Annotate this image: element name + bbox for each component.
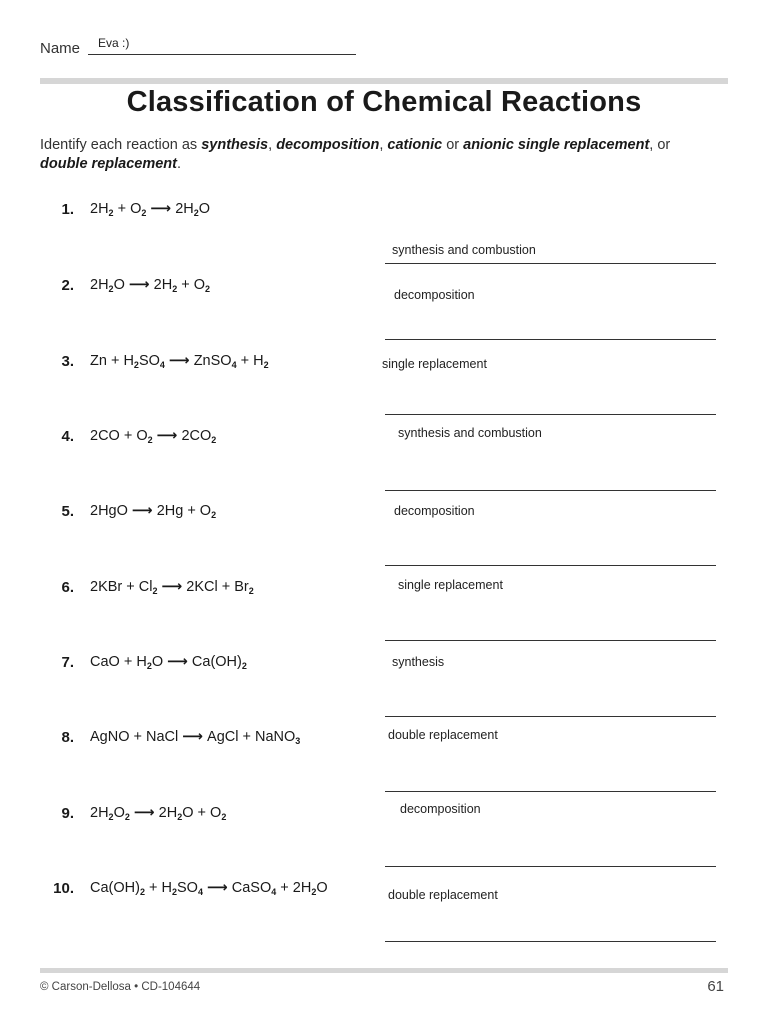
formula-text: + O — [177, 277, 206, 293]
reaction-equation — [90, 805, 226, 821]
answer-field[interactable]: decomposition — [400, 802, 481, 816]
answer-field[interactable]: synthesis and combustion — [398, 426, 542, 440]
formula-text: ZnSO — [193, 353, 232, 369]
formula-text: AgNO + NaCl — [90, 729, 179, 745]
term-anionic-single-replacement: anionic single replacement — [463, 137, 650, 153]
answer-line — [385, 565, 716, 566]
formula-text: O — [151, 654, 164, 670]
question-number: 3. — [61, 353, 74, 370]
formula-subscript: 2 — [263, 360, 269, 370]
formula-text: CaSO — [231, 880, 272, 896]
question-number: 8. — [61, 729, 74, 746]
reaction-equation — [90, 579, 254, 595]
reaction-equation — [90, 503, 216, 519]
answer-field[interactable]: synthesis and combustion — [392, 243, 536, 257]
answer-field[interactable]: single replacement — [398, 578, 503, 592]
reaction-equation — [90, 353, 269, 369]
formula-text: AgCl + NaNO — [207, 729, 296, 745]
name-value: Eva :) — [98, 36, 130, 50]
formula-subscript: 2 — [133, 360, 139, 370]
formula-subscript: 2 — [193, 208, 199, 218]
formula-text: 2HgO — [90, 503, 128, 519]
answer-field[interactable]: decomposition — [394, 504, 475, 518]
instructions-sep: , — [379, 137, 388, 153]
formula-text: 2KBr + Cl — [90, 579, 153, 595]
formula-text: 2H — [90, 277, 109, 293]
answer-line — [385, 339, 716, 340]
formula-subscript: 2 — [139, 887, 145, 897]
answer-line — [385, 791, 716, 792]
formula-subscript: 2 — [172, 284, 178, 294]
bottom-divider — [40, 968, 728, 973]
formula-text: 2H — [175, 201, 194, 217]
formula-subscript: 3 — [295, 736, 301, 746]
formula-subscript: 2 — [108, 812, 114, 822]
formula-text: Ca(OH) — [191, 654, 242, 670]
reaction-arrow-icon: ⟶ — [150, 201, 172, 217]
reaction-equation — [90, 201, 210, 217]
answer-field[interactable]: double replacement — [388, 888, 498, 902]
answer-field[interactable]: decomposition — [394, 288, 475, 302]
formula-text: CaO + H — [90, 654, 147, 670]
reaction-equation — [90, 880, 328, 896]
instructions-end: . — [176, 156, 182, 172]
formula-text: 2H — [153, 277, 173, 293]
name-underline — [88, 54, 356, 55]
formula-subscript: 2 — [108, 208, 114, 218]
formula-subscript: 2 — [108, 284, 114, 294]
reaction-arrow-icon: ⟶ — [168, 353, 190, 369]
reaction-equation — [90, 729, 300, 745]
question-number: 2. — [61, 277, 74, 294]
instructions-sep: or — [442, 137, 464, 153]
answer-field[interactable]: double replacement — [388, 728, 498, 742]
formula-text: + H — [144, 880, 172, 896]
page-title: Classification of Chemical Reactions — [126, 86, 642, 118]
term-decomposition: decomposition — [276, 137, 380, 153]
formula-text: O — [113, 805, 125, 821]
formula-subscript: 2 — [248, 586, 254, 596]
question-number: 1. — [61, 201, 74, 218]
formula-text: O — [198, 201, 211, 217]
formula-text: + H — [236, 353, 264, 369]
formula-text: Ca(OH) — [90, 880, 140, 896]
instructions — [40, 136, 700, 174]
formula-subscript: 2 — [211, 510, 217, 520]
formula-text: 2KCl + Br — [186, 579, 249, 595]
formula-subscript: 2 — [211, 435, 217, 445]
name-row — [40, 36, 360, 60]
formula-text: O — [113, 277, 125, 293]
question-number: 9. — [61, 805, 74, 822]
question-number: 5. — [61, 503, 74, 520]
formula-subscript: 2 — [311, 887, 317, 897]
term-double-replacement: double replacement — [40, 156, 177, 172]
instructions-sep: , — [268, 137, 277, 153]
reaction-arrow-icon: ⟶ — [156, 428, 178, 444]
formula-subscript: 4 — [197, 887, 203, 897]
answer-line — [385, 640, 716, 641]
answer-field[interactable]: single replacement — [382, 357, 487, 371]
formula-subscript: 2 — [124, 812, 130, 822]
formula-text: + O — [113, 201, 142, 217]
answer-line — [385, 716, 716, 717]
question-number: 4. — [61, 428, 74, 445]
formula-text: O + O — [182, 805, 222, 821]
formula-text: 2H — [90, 805, 109, 821]
formula-subscript: 2 — [177, 812, 183, 822]
answer-line — [385, 414, 716, 415]
formula-subscript: 4 — [271, 887, 277, 897]
formula-text: 2H — [90, 201, 109, 217]
formula-text: Zn + H — [90, 353, 134, 369]
reaction-arrow-icon: ⟶ — [131, 503, 153, 519]
answer-field[interactable]: synthesis — [392, 655, 445, 669]
page-number: 61 — [707, 978, 724, 995]
reaction-arrow-icon: ⟶ — [167, 654, 188, 670]
formula-subscript: 4 — [231, 360, 237, 370]
reaction-arrow-icon: ⟶ — [182, 729, 204, 745]
answer-line — [385, 490, 716, 491]
top-divider — [40, 78, 728, 84]
name-label: Name — [40, 40, 81, 57]
formula-subscript: 2 — [171, 887, 177, 897]
question-number: 7. — [61, 654, 74, 671]
reaction-equation — [90, 277, 210, 293]
formula-text: SO — [176, 880, 198, 896]
reaction-equation — [90, 428, 216, 444]
formula-subscript: 2 — [152, 586, 158, 596]
formula-subscript: 2 — [146, 661, 152, 671]
formula-text: 2CO + O — [90, 428, 148, 444]
formula-subscript: 2 — [241, 661, 247, 671]
formula-text: + 2H — [276, 880, 312, 896]
formula-text: O — [316, 880, 328, 896]
question-number: 10. — [53, 880, 74, 897]
formula-subscript: 2 — [205, 284, 211, 294]
reaction-arrow-icon: ⟶ — [161, 579, 183, 595]
formula-text: 2CO — [181, 428, 212, 444]
formula-text: 2H — [158, 805, 178, 821]
reaction-arrow-icon: ⟶ — [128, 277, 150, 293]
term-synthesis: synthesis — [201, 137, 269, 153]
copyright: © Carson-Dellosa • CD-104644 — [40, 981, 201, 993]
reaction-arrow-icon: ⟶ — [133, 805, 155, 821]
formula-text: SO — [138, 353, 160, 369]
answer-line — [385, 866, 716, 867]
formula-subscript: 4 — [159, 360, 165, 370]
term-cationic: cationic — [387, 137, 443, 153]
instructions-sep: , or — [649, 137, 671, 153]
answer-line — [385, 941, 716, 942]
formula-subscript: 2 — [141, 208, 147, 218]
reaction-arrow-icon: ⟶ — [206, 880, 228, 896]
instructions-text: Identify each reaction as — [40, 137, 202, 153]
formula-subscript: 2 — [147, 435, 153, 445]
question-number: 6. — [61, 579, 74, 596]
formula-text: 2Hg + O — [156, 503, 212, 519]
answer-line — [385, 263, 716, 264]
formula-subscript: 2 — [221, 812, 227, 822]
reaction-equation — [90, 654, 247, 670]
